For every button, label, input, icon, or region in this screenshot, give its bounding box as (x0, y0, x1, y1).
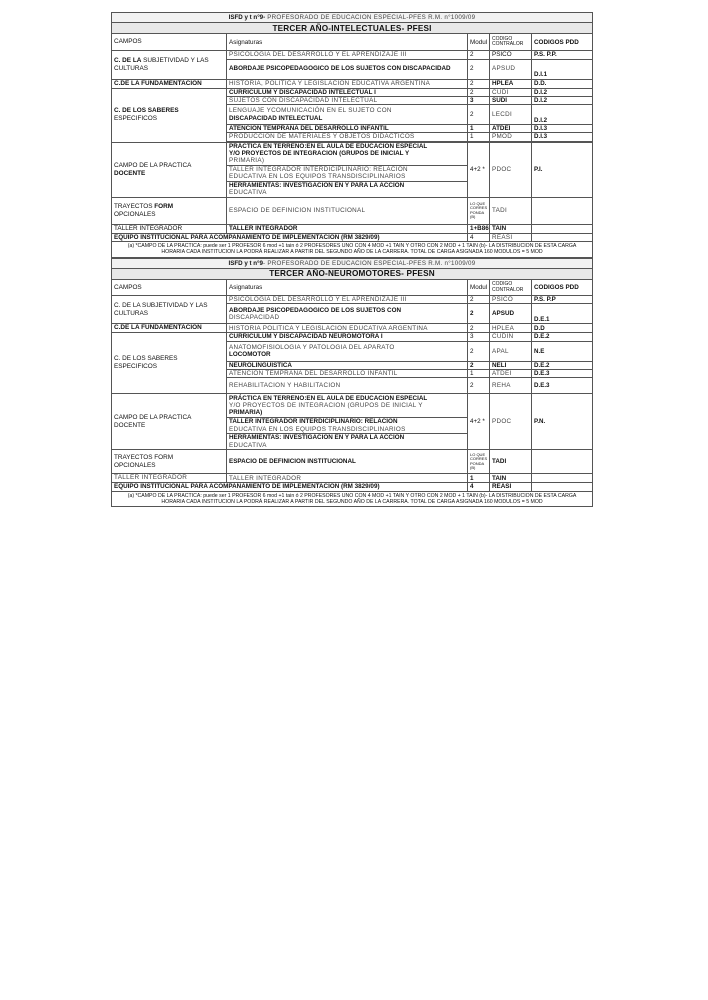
campo-subjetividad: C. DE LA SUBJETIVIDAD Y LAS CULTURAS (112, 296, 227, 324)
campo-fundamentacion: C.DE LA FUNDAMENTACION (112, 324, 227, 333)
codigo-cell: HPLEA (490, 324, 532, 333)
pdd-cell: P.S. P.P (532, 296, 593, 304)
modul-cell: 4+2 * (468, 142, 490, 197)
codigo-cell: TAIN (490, 224, 532, 233)
institution-header: ISFD y t n°9- PROFESORADO DE EDUCACION ESPECIAL-PFES R.M. n°1009/09 (112, 258, 593, 268)
modul-cell: 2 (468, 88, 490, 96)
table-row: NEUROLINGUISTICA (227, 361, 468, 369)
pdd-cell: D.I.2 (532, 105, 593, 125)
table-row: EQUIPO INSTITUCIONAL PARA ACOMPAÑAMIENTO DE IMPLEMENTACION (RM 3829/09) (112, 483, 468, 491)
pdd-cell: P.N. (532, 394, 593, 450)
pdd-cell (532, 233, 593, 241)
codigo-cell: REASI (490, 233, 532, 241)
modul-cell: 3 (468, 333, 490, 341)
institution-header: ISFD y t n°9- PROFESORADO DE EDUCACION ESPECIAL-PFES R.M. n°1009/09 (112, 13, 593, 23)
pdd-cell (532, 224, 593, 233)
modul-cell: LO QUE CORRES PONDA (B) (468, 197, 490, 224)
col-header-codigo: CODIGO CONTRALOR (490, 280, 532, 296)
pdd-cell (532, 450, 593, 474)
footnote: (a) *CAMPO DE LA PRACTICA: puede ser 1 PROFESOR 6 mod +1 tain ó 2 PROFESORES UNO CON 4 MOD +1 TAIN Y OTRO CON 2 MOD + 1 TAIN (b)- LA DISTRIBUCION DE ESTA CARGA HORARIA CADA INSTITUCION LA PODRÁ REALIZAR A PARTIR DEL SEGUNDO AÑO DE LA CARRERA. TOTAL DE CARGA ASIGNADA 160 MODULOS = 5 MOD (112, 491, 593, 507)
codigo-cell: HPLEA (490, 79, 532, 88)
modul-cell: LO QUE CORRES PONDA (B) (468, 450, 490, 474)
campo-trayectos: TRAYECTOS FORM OPCIONALES (112, 197, 227, 224)
codigo-cell: APAL (490, 341, 532, 361)
table-title: TERCER AÑO-NEUROMOTORES- PFESN (112, 269, 593, 280)
table-row: EQUIPO INSTITUCIONAL PARA ACOMPAÑAMIENTO DE IMPLEMENTACION (RM 3829/09) (112, 233, 468, 241)
codigo-cell: TADI (490, 197, 532, 224)
modul-cell: 2 (468, 59, 490, 79)
table-row: TALLER INTEGRADOR (227, 474, 468, 483)
pdd-cell (532, 474, 593, 483)
campo-fundamentacion: C.DE LA FUNDAMENTACION (112, 79, 227, 88)
modul-cell: 1+B86 (468, 224, 490, 233)
col-header-modul: Modul (468, 34, 490, 51)
modul-cell: 1 (468, 474, 490, 483)
study-plan-table-neuromotores (111, 258, 593, 508)
table-row: HERRAMIENTAS: INVESTIGACIÓN EN Y PARA LA ACCIÓN EDUCATIVA (227, 181, 468, 197)
pdd-cell: D.E.2 (532, 333, 593, 341)
modul-cell: 2 (468, 324, 490, 333)
pdd-cell (532, 483, 593, 491)
col-header-pdd: CODIGOS PDD (532, 280, 593, 296)
table-row: PRODUCCION DE MATERIALES Y OBJETOS DIDACTICOS (227, 133, 468, 141)
codigo-cell: APSUD (490, 304, 532, 324)
codigo-cell: CUDI (490, 88, 532, 96)
codigo-cell: REHA (490, 378, 532, 394)
modul-cell: 2 (468, 296, 490, 304)
modul-cell: 2 (468, 341, 490, 361)
table-row: TALLER INTEGRADOR INTERDICIPLINARIO: RELACION EDUCATIVA EN LOS EQUIPOS TRANSDISCIPLINARIOS (227, 418, 468, 434)
footnote: (a) *CAMPO DE LA PRACTICA: puede ser 1 PROFESOR 6 mod +1 tain ó 2 PROFESORES UNO CON 4 MOD +1 TAIN Y OTRO CON 2 MOD + 1 TAIN (b)- LA DISTRIBUCION DE ESTA CARGA HORARIA CADA INSTITUCION LA PODRÁ REALIZAR A PARTIR DEL SEGUNDO AÑO DE LA CARRERA. TOTAL DE CARGA ASIGNADA 160 MODULOS = 5 MOD (112, 241, 593, 257)
table-row: REHABILITACION Y HABILITACION (227, 378, 468, 394)
col-header-modul: Modul (468, 280, 490, 296)
table-row: ESPACIO DE DEFINICION INSTITUCIONAL (227, 450, 468, 474)
table-row: ESPACIO DE DEFINICION INSTITUCIONAL (227, 197, 468, 224)
codigo-cell: TAIN (490, 474, 532, 483)
campo-saberes: C. DE LOS SABERES ESPECIFICOS (112, 333, 227, 394)
codigo-cell: PMOD (490, 133, 532, 141)
modul-cell: 4+2 * (468, 394, 490, 450)
modul-cell: 2 (468, 51, 490, 59)
campo-practica: CAMPO DE LA PRACTICA DOCENTE (112, 394, 227, 450)
pdd-cell: D.I.3 (532, 125, 593, 133)
table-row: SUJETOS CON DISCAPACIDAD INTELECTUAL (227, 96, 468, 104)
codigo-cell: PSICO (490, 51, 532, 59)
col-header-asignaturas: Asignaturas (227, 280, 468, 296)
table-row: PRÁCTICA EN TERRENO:EN EL AULA DE EDUCACION ESPECIAL Y/O PROYECTOS DE INTEGRACION (GRUPOS DE INICIAL Y PRIMARIA) (227, 142, 468, 165)
table-row: PRÁCTICA EN TERRENO:EN EL AULA DE EDUCACION ESPECIAL Y/O PROYECTOS DE INTEGRACION (GRUPOS DE INICIAL Y PRIMARIA) (227, 394, 468, 418)
col-header-codigo: CODIGO CONTRALOR (490, 34, 532, 51)
table-row: LENGUAJE YCOMUNICACIÓN EN EL SUJETO CON DISCAPACIDAD INTELECTUAL (227, 105, 468, 125)
codigo-cell: ATDEI (490, 125, 532, 133)
codigo-cell: SUDI (490, 96, 532, 104)
campo-saberes: C. DE LOS SABERES ESPECIFICOS (112, 88, 227, 142)
modul-cell: 3 (468, 96, 490, 104)
pdd-cell: N.E (532, 341, 593, 361)
pdd-cell: D.I.3 (532, 133, 593, 141)
codigo-cell: NELI (490, 361, 532, 369)
codigo-cell: CUDIN (490, 333, 532, 341)
campo-taller-integrador: TALLER INTEGRADOR (112, 224, 227, 233)
campo-taller-integrador: TALLER INTEGRADOR (112, 474, 227, 483)
table-row: PSICOLOGIA DEL DESARROLLO Y EL APRENDIZAJE III (227, 296, 468, 304)
pdd-cell: P.S. P.P. (532, 51, 593, 59)
codigo-cell: APSUD (490, 59, 532, 79)
codigo-cell: LECDI (490, 105, 532, 125)
campo-subjetividad: C. DE LA SUBJETIVIDAD Y LAS CULTURAS (112, 51, 227, 79)
table-row: ATENCIÓN TEMPRANA DEL DESARROLLO INFANTIL (227, 369, 468, 377)
col-header-pdd: CODIGOS PDD (532, 34, 593, 51)
codigo-cell: TADI (490, 450, 532, 474)
table-row: TALLER INTEGRADOR (227, 224, 468, 233)
codigo-cell: PDOC (490, 394, 532, 450)
pdd-cell: D.D. (532, 79, 593, 88)
campo-practica: CAMPO DE LA PRACTICA DOCENTE (112, 142, 227, 197)
document-page (111, 12, 592, 507)
codigo-cell: PDOC (490, 142, 532, 197)
modul-cell: 2 (468, 79, 490, 88)
modul-cell: 2 (468, 304, 490, 324)
modul-cell: 1 (468, 133, 490, 141)
codigo-cell: ATDEI (490, 369, 532, 377)
pdd-cell (532, 197, 593, 224)
pdd-cell: D.D (532, 324, 593, 333)
table-row: HERRAMIENTAS: INVESTIGACIÓN EN Y PARA LA ACCIÓN EDUCATIVA (227, 434, 468, 450)
table-row: PSICOLOGIA DEL DESARROLLO Y EL APRENDIZAJE III (227, 51, 468, 59)
modul-cell: 1 (468, 369, 490, 377)
pdd-cell: D.I.2 (532, 88, 593, 96)
modul-cell: 2 (468, 361, 490, 369)
modul-cell: 4 (468, 233, 490, 241)
codigo-cell: REASI (490, 483, 532, 491)
table-row: ABORDAJE PSICOPEDAGOGICO DE LOS SUJETOS CON DISCAPACIDAD (227, 59, 468, 79)
modul-cell: 2 (468, 378, 490, 394)
table-row: HISTORIA, POLITICA Y LEGISLACION EDUCATIVA ARGENTINA (227, 79, 468, 88)
table-row: CURRICULUM Y DISCAPACIDAD INTELECTUAL I (227, 88, 468, 96)
col-header-campos: CAMPOS (112, 280, 227, 296)
table-title: TERCER AÑO-INTELECTUALES- PFESI (112, 23, 593, 34)
pdd-cell: D.I.2 (532, 96, 593, 104)
table-row: ABORDAJE PSICOPEDAGOGICO DE LOS SUJETOS CON DISCAPACIDAD (227, 304, 468, 324)
pdd-cell: P.I. (532, 142, 593, 197)
study-plan-table-intelectuales (111, 12, 593, 258)
modul-cell: 1 (468, 125, 490, 133)
modul-cell: 2 (468, 105, 490, 125)
col-header-campos: CAMPOS (112, 34, 227, 51)
table-row: HISTORIA POLITICA Y LEGISLACION EDUCATIVA ARGENTINA (227, 324, 468, 333)
pdd-cell: D.I.1 (532, 59, 593, 79)
table-row: ATENCIÓN TEMPRANA DEL DESARROLLO INFANTIL (227, 125, 468, 133)
modul-cell: 4 (468, 483, 490, 491)
codigo-cell: PSICO (490, 296, 532, 304)
pdd-cell: D.E.3 (532, 378, 593, 394)
pdd-cell: D.E.2 (532, 361, 593, 369)
table-row: CURRICULUM Y DISCAPACIDAD NEUROMOTORA I (227, 333, 468, 341)
campo-trayectos: TRAYECTOS FORM OPCIONALES (112, 450, 227, 474)
pdd-cell: D.E.1 (532, 304, 593, 324)
col-header-asignaturas: Asignaturas (227, 34, 468, 51)
table-row: ANATOMOFISIOLOGIA Y PATOLOGIA DEL APARATO LOCOMOTOR (227, 341, 468, 361)
pdd-cell: D.E.3 (532, 369, 593, 377)
table-row: TALLER INTEGRADOR INTERDICIPLINARIO: RELACION EDUCATIVA EN LOS EQUIPOS TRANSDISCIPLINARIOS (227, 165, 468, 181)
